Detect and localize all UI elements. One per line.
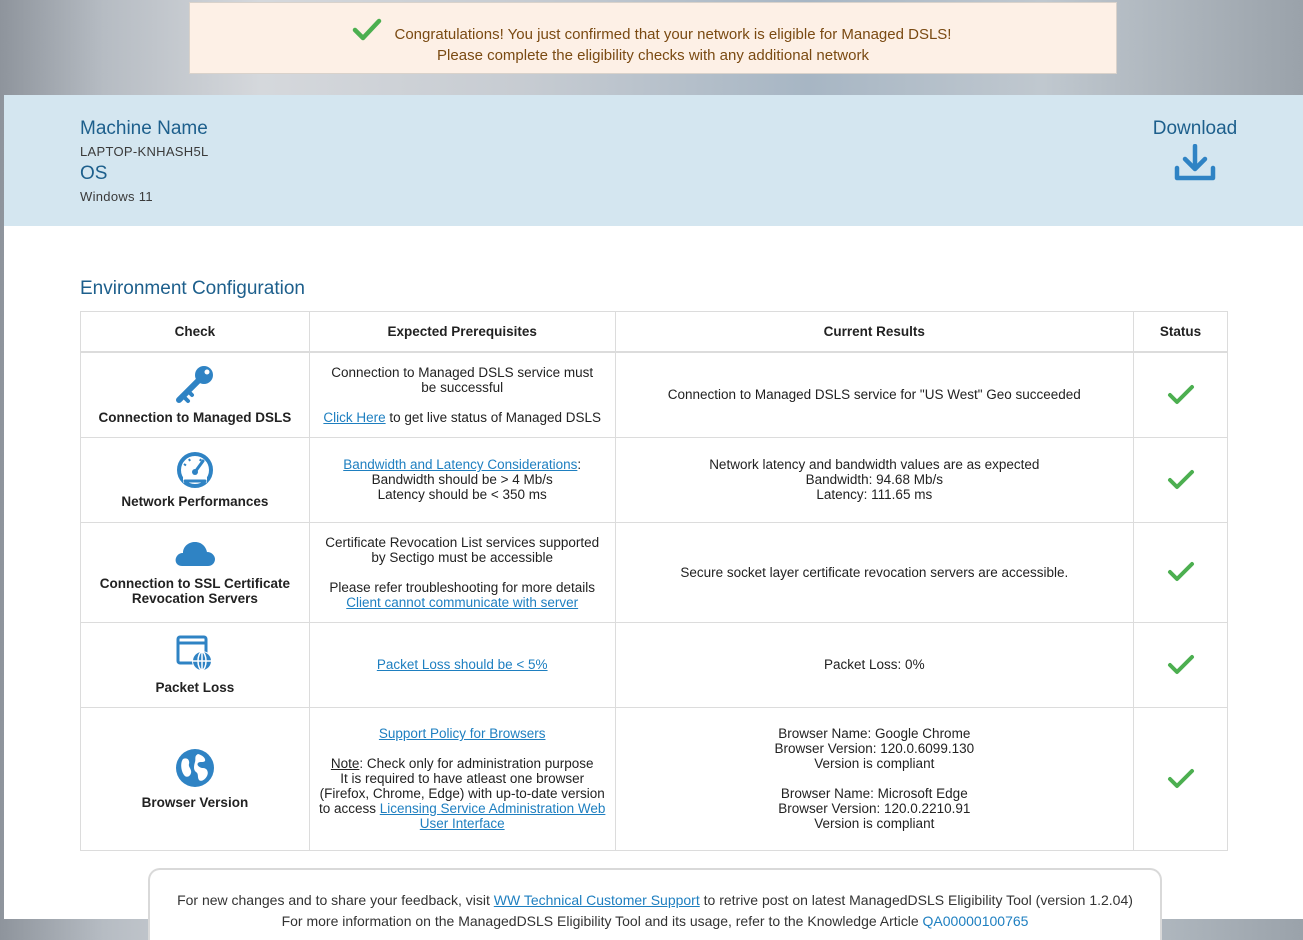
checkmark-icon (1167, 768, 1195, 790)
download-label: Download (1152, 118, 1238, 139)
globe-icon (174, 747, 216, 789)
result-text: Version is compliant (814, 756, 935, 771)
result-cell (615, 437, 1133, 522)
prereq-text: Please refer troubleshooting for more details (329, 579, 596, 595)
table-row (81, 707, 1228, 850)
table-row (81, 622, 1228, 707)
result-cell: Packet Loss: 0% (615, 622, 1133, 707)
check-label: Revocation Servers (131, 591, 258, 606)
prereq-cell (309, 437, 615, 522)
prereq-cell (309, 352, 615, 437)
status-cell (1134, 707, 1228, 850)
machine-info-panel (4, 95, 1303, 226)
feedback-footer (148, 868, 1162, 940)
check-label: Connection to Managed DSLS (98, 410, 292, 426)
prereq-line (311, 457, 614, 472)
table-row (81, 437, 1228, 522)
footer-line1 (150, 890, 1160, 911)
prereq-text: It is required to have atleast one browser (Firefox, Chrome, Edge) with up-to-date version to access (318, 771, 605, 816)
browser-policy-link[interactable]: Support Policy for Browsers (378, 726, 546, 741)
result-text: Browser Version: 120.0.2210.91 (778, 801, 971, 816)
status-cell (1134, 437, 1228, 522)
banner-line1: Congratulations! You just confirmed that your network is eligible for Managed DSLS! (394, 26, 952, 43)
machine-name-value: LAPTOP-KNHASH5L (80, 144, 209, 159)
check-label: Browser Version (141, 795, 249, 810)
prereq-cell (309, 522, 615, 622)
prereq-text: Connection to Managed DSLS service must be successful (331, 364, 594, 395)
packet-loss-link[interactable]: Packet Loss should be < 5% (376, 657, 548, 672)
admin-ui-link[interactable]: Licensing Service Administration Web User Interface (379, 801, 606, 831)
web-window-globe-icon (173, 634, 217, 674)
main-panel (4, 95, 1303, 929)
header-results: Current Results (615, 312, 1133, 353)
status-cell (1134, 622, 1228, 707)
environment-table (80, 311, 1228, 851)
checkmark-icon (1167, 654, 1195, 676)
os-label: OS (80, 163, 108, 184)
footer-text: For new changes and to share your feedback, visit (177, 892, 494, 908)
result-text: Latency: 111.65 ms (816, 487, 933, 502)
check-cell (81, 522, 310, 622)
prereq-line (316, 771, 609, 831)
cloud-icon (173, 538, 217, 570)
banner-line2: Please complete the eligibility checks with any additional network (437, 47, 869, 64)
status-cell (1134, 352, 1228, 437)
bandwidth-latency-link[interactable]: Bandwidth and Latency Considerations (343, 457, 578, 472)
os-value: Windows 11 (80, 189, 153, 204)
check-cell (81, 437, 310, 522)
section-title: Environment Configuration (80, 278, 305, 299)
footer-text: For more information on the ManagedDSLS Eligibility Tool and its usage, refer to the Knowledge Article (281, 913, 923, 929)
table-header-row (81, 312, 1228, 353)
success-banner (189, 2, 1117, 74)
result-cell: Connection to Managed DSLS service for "US West" Geo succeeded (615, 352, 1133, 437)
check-label: Network Performances (121, 494, 269, 509)
prereq-cell (309, 707, 615, 850)
table-row (81, 522, 1228, 622)
check-label: Packet Loss (155, 680, 235, 695)
note-text: : Check only for administration purpose (359, 756, 594, 771)
prereq-after-link: to get live status of Managed DSLS (385, 409, 602, 425)
footer-text: to retrive post on latest ManagedDSLS Eligibility Tool (version 1.2.04) (699, 892, 1133, 908)
support-link[interactable]: WW Technical Customer Support (493, 892, 700, 908)
prereq-text: Bandwidth should be > 4 Mb/s (371, 472, 553, 487)
check-cell (81, 622, 310, 707)
speedometer-icon (173, 450, 217, 488)
knowledge-article-link[interactable]: QA00000100765 (922, 913, 1029, 929)
live-status-link[interactable]: Click Here (323, 409, 386, 425)
check-cell (81, 707, 310, 850)
machine-name-label: Machine Name (80, 118, 208, 139)
checkmark-icon (1167, 469, 1195, 491)
result-text: Browser Name: Google Chrome (778, 726, 971, 741)
result-text: Bandwidth: 94.68 Mb/s (805, 472, 943, 487)
result-cell (615, 707, 1133, 850)
table-row (81, 352, 1228, 437)
header-check: Check (81, 312, 310, 353)
prereq-line (311, 410, 614, 425)
prereq-text: Certificate Revocation List services supported by Sectigo must be accessible (325, 534, 600, 565)
result-text: Network latency and bandwidth values are as expected (709, 457, 1040, 472)
client-communicate-link[interactable]: Client cannot communicate with server (346, 594, 579, 610)
result-cell: Secure socket layer certificate revocation servers are accessible. (615, 522, 1133, 622)
prereq-line (316, 756, 609, 771)
result-text: Browser Name: Microsoft Edge (780, 786, 968, 801)
result-text: Browser Version: 120.0.6099.130 (774, 741, 975, 756)
status-cell (1134, 522, 1228, 622)
note-label: Note (330, 756, 360, 771)
prereq-after-link: : (577, 457, 582, 472)
download-icon (1173, 144, 1217, 184)
header-status: Status (1134, 312, 1228, 353)
prereq-cell (309, 622, 615, 707)
check-cell (81, 352, 310, 437)
checkmark-icon (1167, 384, 1195, 406)
download-button[interactable] (1145, 118, 1245, 184)
check-label: Connection to SSL Certificate (99, 576, 291, 591)
key-icon (173, 364, 217, 404)
result-text: Version is compliant (814, 816, 935, 831)
header-prereq: Expected Prerequisites (309, 312, 615, 353)
footer-line2 (150, 911, 1160, 932)
prereq-text: Latency should be < 350 ms (377, 487, 547, 502)
checkmark-icon (1167, 561, 1195, 583)
